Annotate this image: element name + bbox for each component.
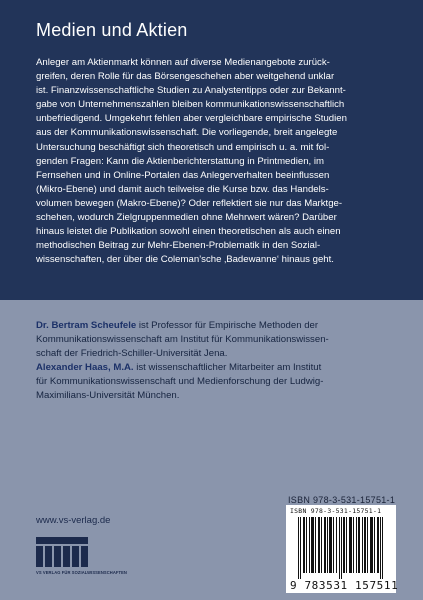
barcode-bars	[286, 517, 396, 579]
summary-line: volumen bewegen (Makro-Ebene)? Oder reflektiert sie nur das Marktge-	[36, 197, 343, 209]
summary-line: genden Fragen: Kann die Aktienberichterstattung in Printmedien, im	[36, 155, 324, 167]
publisher-logo-text: VS VERLAG FÜR SOZIALWISSENSCHAFTEN	[36, 570, 127, 575]
summary-line: Anleger am Aktienmarkt können auf diverse Medienangebote zurück-	[36, 57, 330, 68]
author-name: Alexander Haas, M.A.	[36, 362, 134, 373]
summary-line: methodischen Beitrag zur Mehr-Ebenen-Problematik in den Sozial-	[36, 240, 321, 252]
summary-line: aus der Kommunikationswissenschaft. Die vorliegende, breit angelegte	[36, 127, 338, 139]
summary-line: schehen, wodurch Zielgruppenmedien ohne Mehrwert wären? Darüber	[36, 212, 337, 224]
publisher-logo-icon	[36, 537, 88, 567]
author-bio-line: für Kommunikationswissenschaft und Medienforschung der Ludwig-	[36, 376, 324, 387]
summary-line: greifen, deren Rolle für das Börsengeschehen aber weitgehend unklar	[36, 71, 335, 83]
author-bio-line: Kommunikationswissenschaft am Institut für Kommunikationswissen-	[36, 334, 329, 345]
barcode-isbn-text: ISBN 978-3-531-15751-1	[290, 507, 382, 515]
author-bio-text: ist wissenschaftlicher Mitarbeiter am Institut	[133, 362, 322, 373]
author-bio-haas	[36, 361, 396, 403]
summary-line: ist. Finanzwissenschaftliche Studien zu Analystentipps oder zur Bekannt-	[36, 85, 346, 97]
summary-line: gabe von Unternehmenszahlen bleiben kommunikationswissenschaftlich	[36, 99, 345, 111]
book-summary	[36, 56, 391, 267]
summary-line: (Mikro-Ebene) und damit auch teilweise die Kurse bzw. das Handels-	[36, 183, 329, 195]
author-bio-text: ist Professor für Empirische Methoden der	[136, 320, 319, 331]
author-bio-line: Maximilians-Universität München.	[36, 390, 180, 401]
isbn-label: ISBN 978-3-531-15751-1	[288, 495, 396, 505]
barcode-digits: 9 783531 157511	[290, 579, 399, 592]
summary-line: Untersuchung beschäftigt sich theoretisch und empirisch u. a. mit fol-	[36, 141, 330, 153]
summary-line: wissenschaften, der über die Coleman’sche ‚Badewanne‘ hinaus geht.	[36, 254, 334, 266]
author-name: Dr. Bertram Scheufele	[36, 320, 137, 331]
publisher-website[interactable]: www.vs-verlag.de	[36, 515, 111, 526]
author-bio-scheufele	[36, 319, 396, 361]
book-title: Medien und Aktien	[36, 20, 188, 40]
isbn-barcode	[286, 505, 399, 593]
summary-line: hinaus leistet die Publikation sowohl einen theoretischen als auch einen	[36, 226, 341, 238]
summary-line: unbefriedigend. Umgekehrt fehlen aber vergleichbare empirische Studien	[36, 113, 347, 125]
author-bio-line: schaft der Friedrich-Schiller-Universität Jena.	[36, 348, 228, 359]
summary-line: Fernsehen und in Online-Portalen das Anlegerverhalten beeinflussen	[36, 169, 330, 181]
